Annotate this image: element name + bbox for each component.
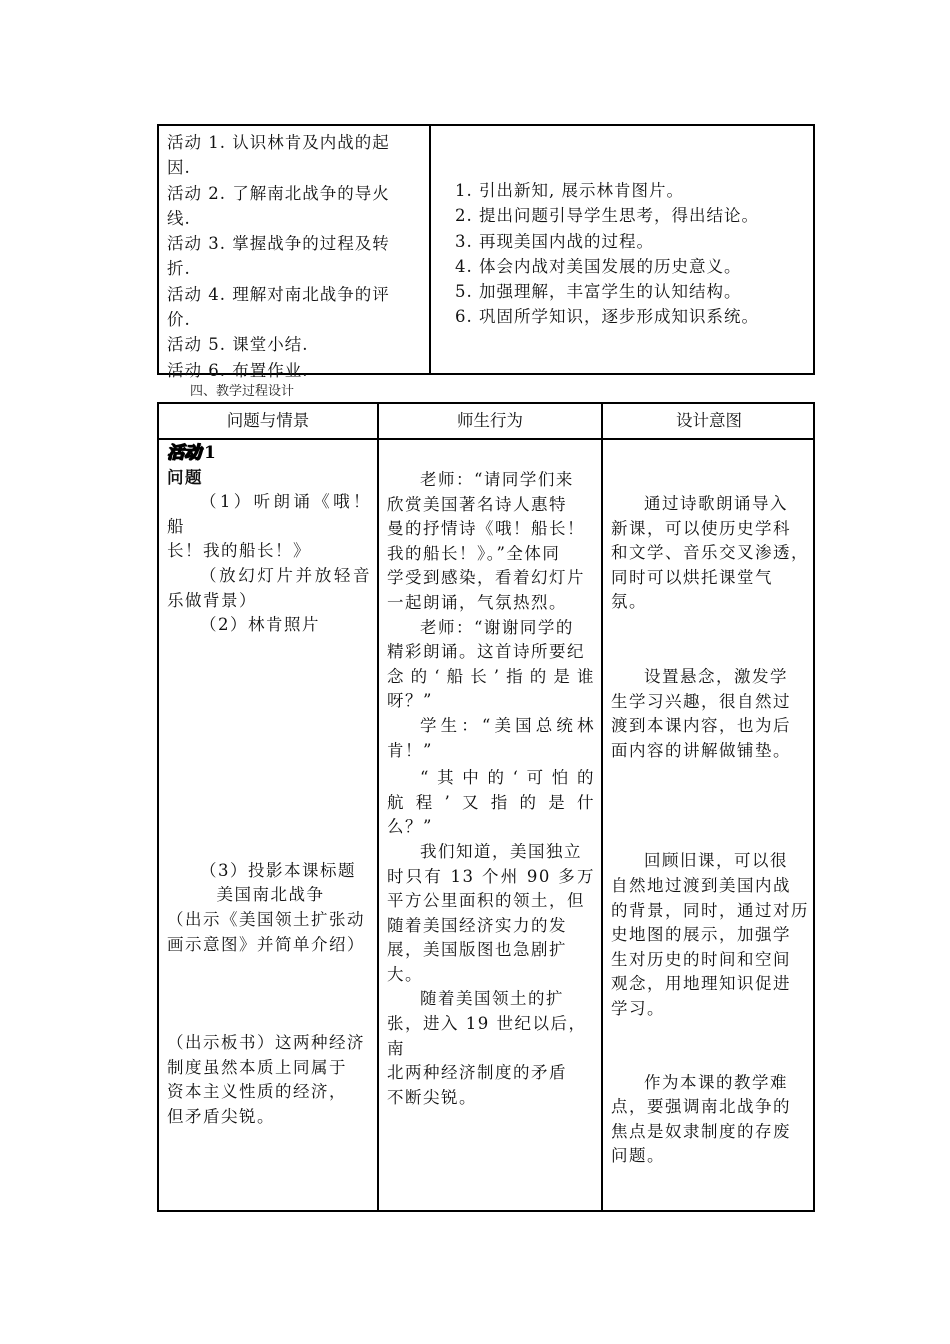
text-line: 时只有 13 个州 90 多万 bbox=[387, 866, 595, 886]
text-line: 和文学、音乐交叉渗透， bbox=[611, 543, 809, 563]
text-line: 展，美国版图也急剧扩 bbox=[387, 940, 567, 960]
text-line: 学受到感染，看着幻灯片 bbox=[387, 568, 585, 588]
text-line: 老师：“请同学们来 bbox=[420, 470, 574, 489]
purpose-line: 1. 引出新知, 展示林肯图片。 bbox=[455, 181, 684, 200]
text-line: 航程’又指的是什 bbox=[387, 792, 595, 812]
text-line: 念的‘船长’指的是谁 bbox=[387, 666, 595, 686]
text-line: 焦点是奴隶制度的存废 bbox=[611, 1121, 791, 1141]
text-line: 生对历史的时间和空间 bbox=[611, 949, 791, 969]
text-line: 设置悬念，激发学 bbox=[644, 666, 788, 686]
header-intent: 设计意图 bbox=[676, 411, 742, 430]
text-line: （放幻灯片并放轻音 bbox=[200, 565, 371, 585]
text-line: 自然地过渡到美国内战 bbox=[611, 875, 791, 895]
text-line: （出示《美国领土扩张动 bbox=[167, 909, 365, 929]
text-line: 呀？” bbox=[387, 691, 433, 711]
activity-line: 因. bbox=[167, 158, 191, 178]
question-column bbox=[167, 441, 371, 1130]
text-line: 问题。 bbox=[611, 1146, 665, 1166]
text-line: 随着美国经济实力的发 bbox=[387, 915, 567, 935]
text-line: 学习。 bbox=[611, 998, 665, 1018]
activity-line: 活动 4. 理解对南北战争的评 bbox=[167, 284, 390, 304]
text-line: 肯！” bbox=[387, 740, 433, 760]
text-line: 面内容的讲解做铺垫。 bbox=[611, 740, 791, 760]
activities-cell bbox=[159, 126, 431, 380]
activity-line: 折. bbox=[167, 259, 191, 279]
text-line: 但矛盾尖锐。 bbox=[167, 1106, 275, 1126]
text-line: 作为本课的教学难 bbox=[644, 1072, 788, 1092]
text-line: 渡到本课内容，也为后 bbox=[611, 716, 791, 736]
header-question: 问题与情景 bbox=[226, 411, 310, 430]
column-divider bbox=[601, 404, 603, 1210]
text-line: “其中的‘可怕的 bbox=[420, 768, 595, 788]
section-heading: 四、教学过程设计 bbox=[190, 384, 295, 399]
column-divider bbox=[377, 404, 379, 1210]
process-table bbox=[157, 402, 815, 1212]
behavior-column bbox=[387, 468, 595, 1110]
text-line: 的背景，同时，通过对历 bbox=[611, 900, 809, 920]
text-line: 乐做背景） bbox=[167, 590, 257, 610]
purpose-line: 5. 加强理解，丰富学生的认知结构。 bbox=[455, 282, 742, 302]
text-line: 不断尖锐。 bbox=[387, 1087, 477, 1107]
purpose-line: 6. 巩固所学知识，逐步形成知识系统。 bbox=[455, 307, 759, 327]
text-line: 随着美国领土的扩 bbox=[420, 989, 564, 1009]
activity-line: 活动 1. 认识林肯及内战的起 bbox=[167, 133, 390, 152]
activity-line: 活动 5. 课堂小结. bbox=[167, 335, 309, 355]
purpose-line: 4. 体会内战对美国发展的历史意义。 bbox=[455, 256, 742, 276]
text-line: 通过诗歌朗诵导入 bbox=[644, 494, 788, 513]
text-line: 一起朗诵，气氛热烈。 bbox=[387, 592, 567, 612]
text-line: 制度虽然本质上同属于 bbox=[167, 1057, 347, 1077]
activity-badge: 活动 1 bbox=[167, 443, 218, 463]
purposes-cell bbox=[431, 126, 813, 373]
text-line: 观念，用地理知识促进 bbox=[611, 974, 791, 994]
text-line: 我的船长！》。”全体同 bbox=[387, 543, 561, 563]
activity-line: 线. bbox=[167, 208, 191, 228]
header-behavior: 师生行为 bbox=[457, 411, 523, 430]
text-line: （出示板书）这两种经济 bbox=[167, 1033, 365, 1053]
activity-line: 活动 6. 布置作业. bbox=[167, 360, 309, 380]
text-line: 大。 bbox=[387, 964, 423, 984]
activity-line: 活动 2. 了解南北战争的导火 bbox=[167, 183, 390, 203]
activity-line: 价. bbox=[167, 310, 191, 330]
text-line: （2）林肯照片 bbox=[200, 615, 320, 635]
text-line: 老师：“谢谢同学的 bbox=[420, 617, 574, 637]
question-title: 问题 bbox=[167, 467, 203, 487]
text-line: 曼的抒情诗《哦！船长！ bbox=[387, 519, 585, 539]
text-line: 史地图的展示，加强学 bbox=[611, 925, 791, 945]
text-line: 生学习兴趣，很自然过 bbox=[611, 691, 791, 711]
text-line: 张，进入 19 世纪以后，南 bbox=[387, 1014, 587, 1058]
purpose-line: 3. 再现美国内战的过程。 bbox=[455, 231, 654, 251]
text-line: 么？” bbox=[387, 817, 433, 837]
text-line: 长！我的船长！》 bbox=[167, 541, 311, 561]
text-line: 资本主义性质的经济， bbox=[167, 1082, 347, 1102]
text-line: 北两种经济制度的矛盾 bbox=[387, 1063, 567, 1083]
text-line: 画示意图》并简单介绍） bbox=[167, 934, 365, 954]
text-line: 氛。 bbox=[611, 592, 647, 612]
text-line: 美国南北战争 bbox=[216, 885, 325, 905]
activity-line: 活动 3. 掌握战争的过程及转 bbox=[167, 234, 390, 254]
purpose-line: 2. 提出问题引导学生思考，得出结论。 bbox=[455, 206, 759, 226]
intent-column bbox=[611, 492, 811, 1169]
header-divider bbox=[159, 438, 813, 440]
text-line: 精彩朗诵。这首诗所要纪 bbox=[387, 642, 585, 662]
text-line: 学生：“美国总统林 bbox=[420, 715, 595, 735]
objectives-table bbox=[157, 124, 815, 380]
text-line: 我们知道，美国独立 bbox=[420, 841, 582, 861]
text-line: 回顾旧课，可以很 bbox=[644, 851, 788, 871]
text-line: 欣赏美国著名诗人惠特 bbox=[387, 494, 567, 514]
text-line: 平方公里面积的领土，但 bbox=[387, 891, 585, 911]
text-line: （1）听朗诵《哦！船 bbox=[167, 492, 371, 536]
text-line: 新课，可以使历史学科 bbox=[611, 518, 791, 538]
text-line: 同时可以烘托课堂气 bbox=[611, 567, 773, 587]
text-line: 点，要强调南北战争的 bbox=[611, 1097, 791, 1117]
text-line: （3）投影本课标题 bbox=[200, 860, 356, 880]
